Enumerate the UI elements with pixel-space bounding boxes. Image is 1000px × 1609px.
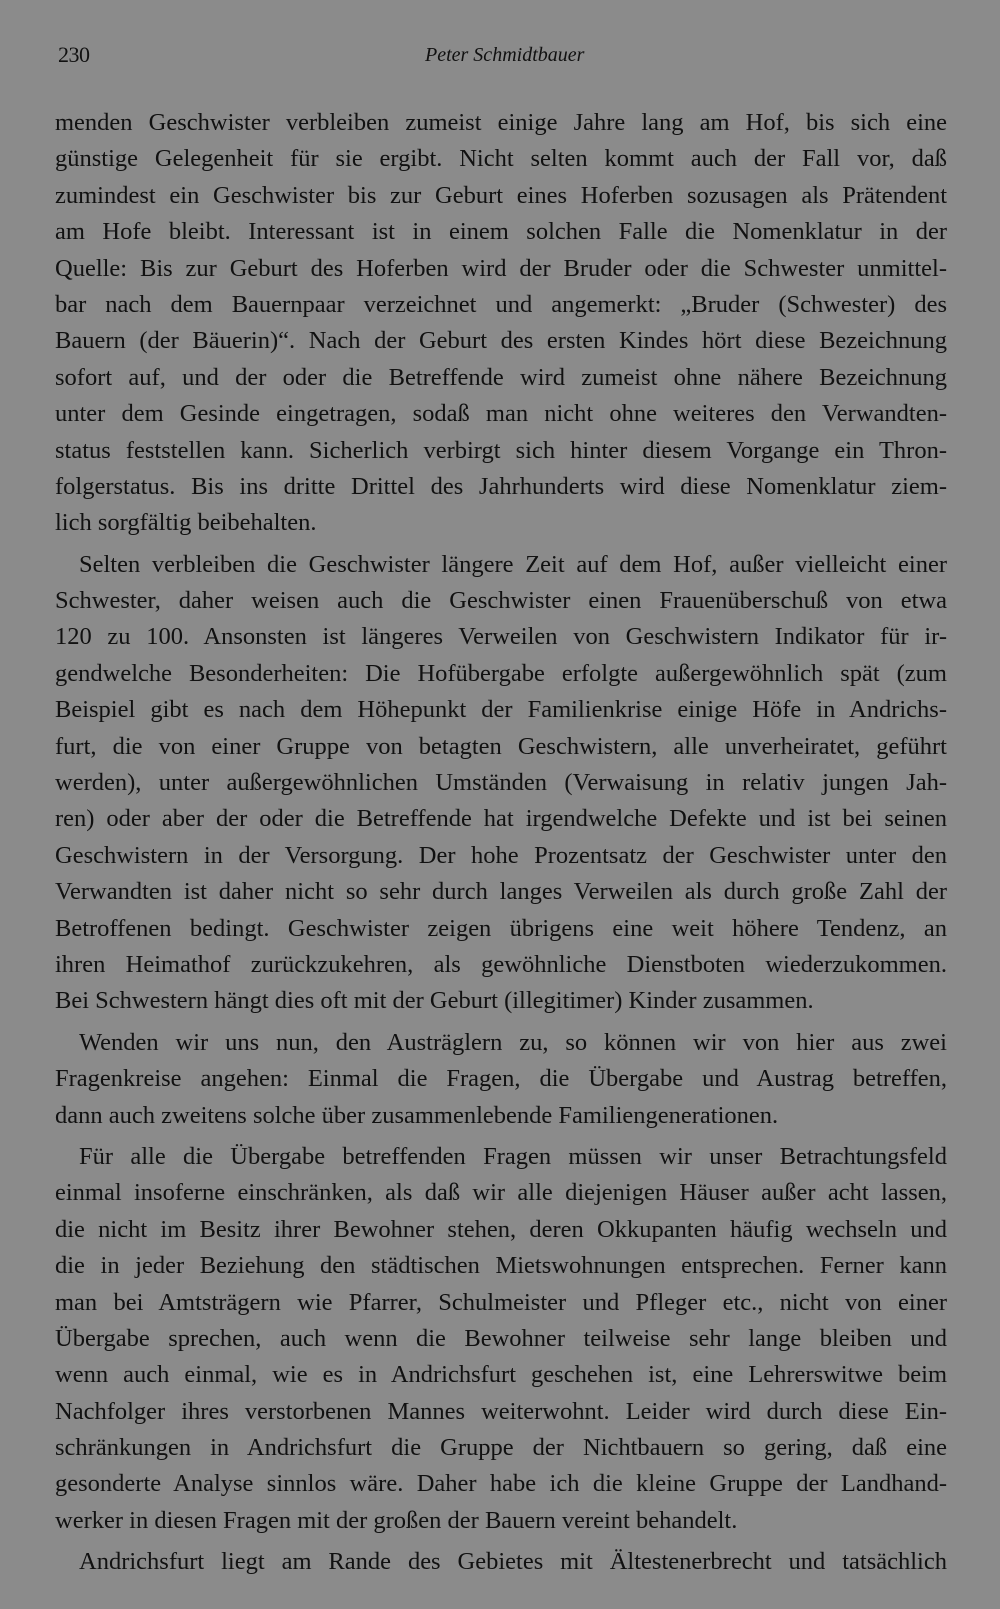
text-line: werker in diesen Fragen mit der großen der Bauern vereint behandelt. xyxy=(55,1506,738,1534)
text-line: werden), unter außergewöhnlichen Umständen (Verwaisung in relativ jungen Jah- xyxy=(55,769,947,797)
text-line: Schwester, daher weisen auch die Geschwister einen Frauenüberschuß von etwa xyxy=(55,587,947,615)
text-line: sofort auf, und der oder die Betreffende wird zumeist ohne nähere Bezeichnung xyxy=(55,363,947,391)
text-line: Wenden wir uns nun, den Austräglern zu, so können wir von hier aus zwei xyxy=(79,1028,947,1056)
text-line: Fragenkreise angehen: Einmal die Fragen, die Übergabe und Austrag betreffen, xyxy=(55,1065,947,1093)
text-line: einmal insoferne einschränken, als daß wir alle diejenigen Häuser außer acht lassen, xyxy=(55,1179,947,1207)
text-line: schränkungen in Andrichsfurt die Gruppe der Nichtbauern so gering, daß eine xyxy=(55,1434,947,1462)
text-line: ren) oder aber der oder die Betreffende hat irgendwelche Defekte und ist bei seinen xyxy=(55,805,947,833)
text-line: günstige Gelegenheit für sie ergibt. Nicht selten kommt auch der Fall vor, daß xyxy=(55,145,947,173)
text-line: Übergabe sprechen, auch wenn die Bewohner teilweise sehr lange bleiben und xyxy=(55,1324,947,1352)
paragraph xyxy=(55,1139,947,1539)
paragraph xyxy=(55,1544,947,1580)
text-line: wenn auch einmal, wie es in Andrichsfurt geschehen ist, eine Lehrerswitwe beim xyxy=(55,1361,947,1389)
running-head: Peter Schmidtbauer xyxy=(425,44,585,66)
text-line: folgerstatus. Bis ins dritte Drittel des Jahrhunderts wird diese Nomenklatur ziem- xyxy=(55,472,947,500)
text-line: Bauern (der Bäuerin)“. Nach der Geburt des ersten Kindes hört diese Bezeichnung xyxy=(55,327,947,355)
text-line: Selten verbleiben die Geschwister längere Zeit auf dem Hof, außer vielleicht einer xyxy=(79,550,947,578)
text-line: Geschwistern in der Versorgung. Der hohe Prozentsatz der Geschwister unter den xyxy=(55,841,947,869)
text-line: Quelle: Bis zur Geburt des Hoferben wird der Bruder oder die Schwester unmittel- xyxy=(55,254,947,282)
text-line: lich sorgfältig beibehalten. xyxy=(55,509,317,537)
body-text xyxy=(55,105,947,1581)
text-line: 120 zu 100. Ansonsten ist längeres Verweilen von Geschwistern Indikator für ir- xyxy=(55,623,947,651)
text-line: ihren Heimathof zurückzukehren, als gewöhnliche Dienstboten wiederzukommen. xyxy=(55,950,947,978)
paragraph xyxy=(55,105,947,542)
text-line: bar nach dem Bauernpaar verzeichnet und angemerkt: „Bruder (Schwester) des xyxy=(55,290,947,318)
text-line: Verwandten ist daher nicht so sehr durch langes Verweilen als durch große Zahl der xyxy=(55,878,947,906)
page-number: 230 xyxy=(58,42,90,67)
text-line: gendwelche Besonderheiten: Die Hofübergabe erfolgte außergewöhnlich spät (zum xyxy=(55,659,947,687)
text-line: Beispiel gibt es nach dem Höhepunkt der Familienkrise einige Höfe in Andrichs- xyxy=(55,696,947,724)
text-line: zumindest ein Geschwister bis zur Geburt eines Hoferben sozusagen als Prätendent xyxy=(55,181,947,209)
paragraph xyxy=(55,1025,947,1134)
text-line: furt, die von einer Gruppe von betagten Geschwistern, alle unverheiratet, geführt xyxy=(55,732,947,760)
text-line: Betroffenen bedingt. Geschwister zeigen übrigens eine weit höhere Tendenz, an xyxy=(55,914,947,942)
text-line: Bei Schwestern hängt dies oft mit der Geburt (illegitimer) Kinder zusammen. xyxy=(55,987,814,1015)
text-line: man bei Amtsträgern wie Pfarrer, Schulmeister und Pfleger etc., nicht von einer xyxy=(55,1288,947,1316)
text-line: Nachfolger ihres verstorbenen Mannes weiterwohnt. Leider wird durch diese Ein- xyxy=(55,1397,947,1425)
text-line: Für alle die Übergabe betreffenden Fragen müssen wir unser Betrachtungsfeld xyxy=(79,1142,947,1170)
text-line: status feststellen kann. Sicherlich verbirgt sich hinter diesem Vorgange ein Thron- xyxy=(55,436,947,464)
paragraph xyxy=(55,547,947,1020)
text-line: gesonderte Analyse sinnlos wäre. Daher habe ich die kleine Gruppe der Landhand- xyxy=(55,1470,947,1498)
text-line: dann auch zweitens solche über zusammenlebende Familiengenerationen. xyxy=(55,1101,779,1129)
text-line: die nicht im Besitz ihrer Bewohner stehen, deren Okkupanten häufig wechseln und xyxy=(55,1215,947,1243)
text-line: am Hofe bleibt. Interessant ist in einem solchen Falle die Nomenklatur in der xyxy=(55,218,947,246)
text-line: Andrichsfurt liegt am Rande des Gebietes mit Ältestenerbrecht und tatsächlich xyxy=(79,1548,947,1576)
text-line: unter dem Gesinde eingetragen, sodaß man nicht ohne weiteres den Verwandten- xyxy=(55,400,947,428)
text-line: menden Geschwister verbleiben zumeist einige Jahre lang am Hof, bis sich eine xyxy=(55,109,947,136)
text-line: die in jeder Beziehung den städtischen Mietswohnungen entsprechen. Ferner kann xyxy=(55,1252,947,1280)
